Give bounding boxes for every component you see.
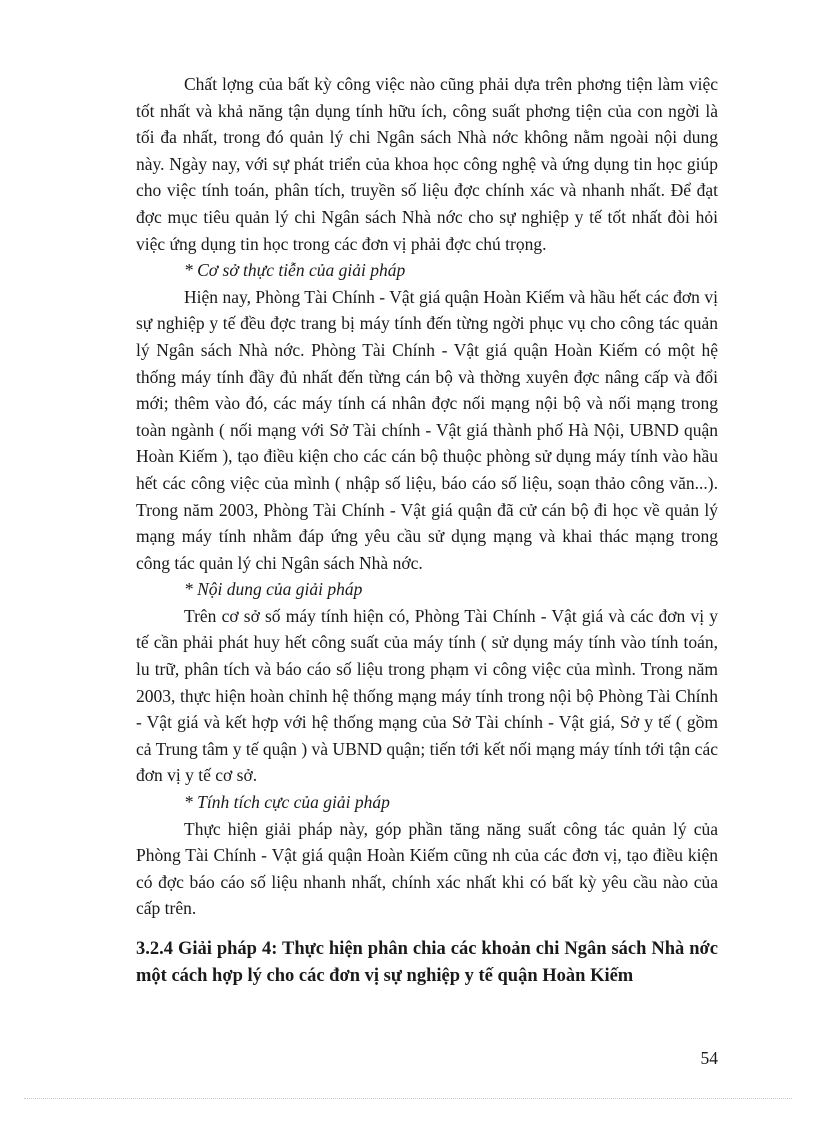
paragraph-practical-basis: Hiện nay, Phòng Tài Chính - Vật giá quận Hoàn Kiếm và hầu hết các đơn vị sự nghiệp y tế đều đợc trang bị máy tính đến từng ngời phục vụ cho công tác quản lý Ngân sách Nhà nớc. Phòng Tài Chính - Vật giá quận Hoàn Kiếm có một hệ thống máy tính đầy đủ nhất đến từng cán bộ và thờng xuyên đợc nâng cấp và đổi mới; thêm vào đó, các máy tính cá nhân đợc nối mạng nội bộ và nối mạng trong toàn ngành ( nối mạng với Sở Tài chính - Vật giá thành phố Hà Nội, UBND quận Hoàn Kiếm ), tạo điều kiện cho các cán bộ thuộc phòng sử dụng máy tính vào hầu hết các công việc của mình ( nhập số liệu, báo cáo số liệu, soạn thảo công văn...). Trong năm 2003, Phòng Tài Chính - Vật giá quận đã cử cán bộ đi học về quản lý mạng máy tính nhằm đáp ứng yêu cầu sử dụng mạng và khai thác mạng trong công tác quản lý chi Ngân sách Nhà nớc.	[136, 286, 718, 573]
paragraph-intro: Chất lợng của bất kỳ công việc nào cũng phải dựa trên phơng tiện làm việc tốt nhất và khả năng tận dụng tính hữu ích, công suất phơng tiện của con ngời là tối đa nhất, trong đó quản lý chi Ngân sách Nhà nớc không nằm ngoài nội dung này. Ngày nay, với sự phát triển của khoa học công nghệ và ứng dụng tin học giúp cho việc tính toán, phân tích, truyền số liệu đợc chính xác và nhanh nhất. Để đạt đợc mục tiêu quản lý chi Ngân sách Nhà nớc cho sự nghiệp y tế tốt nhất đòi hỏi việc ứng dụng tin học trong các đơn vị phải đợc chú trọng.	[136, 74, 718, 254]
subheading-positive-aspects: * Tính tích cực của giải pháp	[184, 792, 390, 813]
paragraph-positive-aspects: Thực hiện giải pháp này, góp phần tăng năng suất công tác quản lý của Phòng Tài Chính - Vật giá quận Hoàn Kiếm cũng nh của các đơn vị, tạo điều kiện có đợc báo cáo số liệu nhanh nhất, chính xác nhất khi có bất kỳ yêu cầu nào của cấp trên.	[136, 818, 718, 919]
subheading-practical-basis: * Cơ sở thực tiễn của giải pháp	[184, 260, 406, 281]
page-number: 54	[700, 1048, 718, 1068]
body-text	[136, 71, 718, 990]
section-title: 3.2.4 Giải pháp 4: Thực hiện phân chia các khoản chi Ngân sách Nhà nớc một cách hợp lý cho các đơn vị sự nghiệp y tế quận Hoàn Kiếm	[136, 939, 718, 986]
subheading-content: * Nội dung của giải pháp	[184, 579, 363, 600]
paragraph-content: Trên cơ sở số máy tính hiện có, Phòng Tài Chính - Vật giá và các đơn vị y tế cần phải phát huy hết công suất của máy tính ( sử dụng máy tính vào tính toán, lu trữ, phân tích và báo cáo số liệu trong phạm vi công việc của mình. Trong năm 2003, thực hiện hoàn chỉnh hệ thống mạng máy tính trong nội bộ Phòng Tài Chính - Vật giá và kết hợp với hệ thống mạng của Sở Tài chính - Vật giá, Sở y tế ( gồm cả Trung tâm y tế quận ) và UBND quận; tiến tới kết nối mạng máy tính tới tận các đơn vị y tế cơ sở.	[136, 605, 718, 786]
footer-divider	[24, 1098, 792, 1099]
